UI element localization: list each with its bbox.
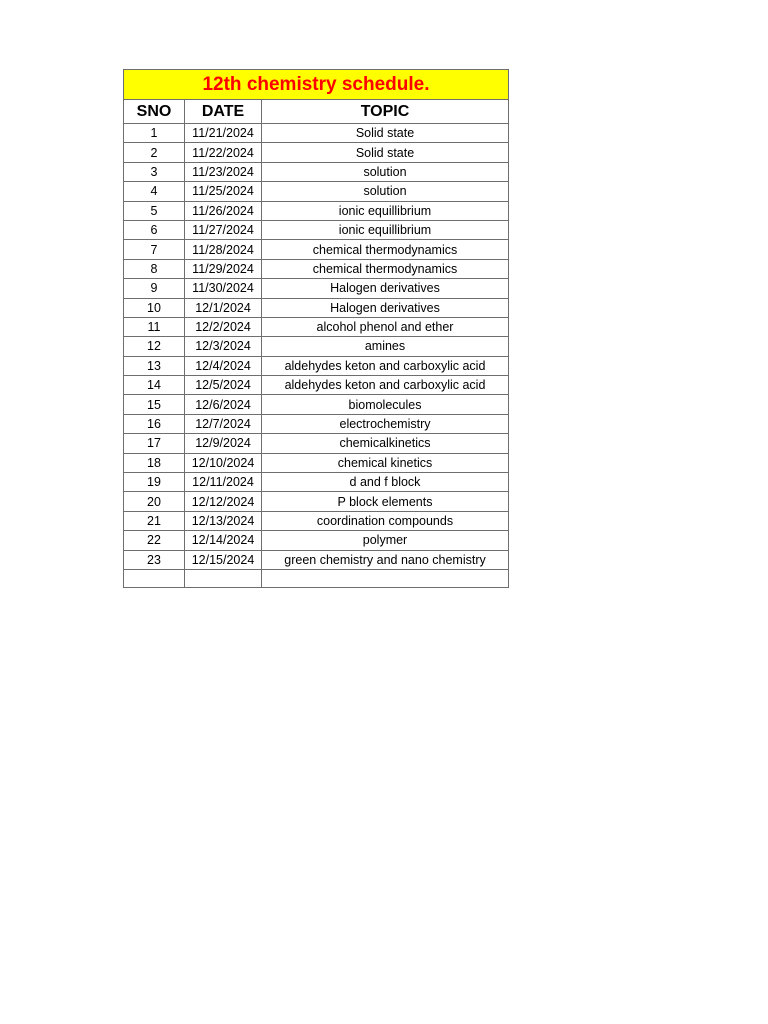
schedule-sheet (123, 69, 508, 588)
cell-date: 12/6/2024 (185, 395, 262, 414)
cell-topic: Solid state (262, 124, 509, 143)
table-row (124, 511, 509, 530)
table-row (124, 124, 509, 143)
table-row (124, 259, 509, 278)
cell-topic (262, 569, 509, 587)
cell-topic: Halogen derivatives (262, 279, 509, 298)
table-row (124, 182, 509, 201)
cell-topic: ionic equillibrium (262, 220, 509, 239)
cell-date: 12/2/2024 (185, 317, 262, 336)
cell-sno: 5 (124, 201, 185, 220)
empty-table-row (124, 569, 509, 587)
cell-date: 12/11/2024 (185, 473, 262, 492)
table-row (124, 220, 509, 239)
cell-sno: 14 (124, 376, 185, 395)
cell-sno: 15 (124, 395, 185, 414)
cell-sno: 2 (124, 143, 185, 162)
cell-date: 11/29/2024 (185, 259, 262, 278)
cell-date: 12/13/2024 (185, 511, 262, 530)
cell-sno: 22 (124, 531, 185, 550)
cell-sno: 21 (124, 511, 185, 530)
column-header-sno: SNO (124, 100, 185, 124)
cell-date: 11/28/2024 (185, 240, 262, 259)
table-row (124, 531, 509, 550)
cell-sno: 12 (124, 337, 185, 356)
cell-topic: solution (262, 182, 509, 201)
cell-date: 12/15/2024 (185, 550, 262, 569)
cell-sno (124, 569, 185, 587)
cell-date: 12/5/2024 (185, 376, 262, 395)
cell-sno: 10 (124, 298, 185, 317)
table-row (124, 473, 509, 492)
table-row (124, 492, 509, 511)
cell-date: 11/25/2024 (185, 182, 262, 201)
cell-topic: chemical thermodynamics (262, 259, 509, 278)
cell-topic: coordination compounds (262, 511, 509, 530)
cell-topic: alcohol phenol and ether (262, 317, 509, 336)
cell-topic: Solid state (262, 143, 509, 162)
cell-date: 12/7/2024 (185, 414, 262, 433)
cell-sno: 20 (124, 492, 185, 511)
cell-date: 12/12/2024 (185, 492, 262, 511)
table-row (124, 240, 509, 259)
cell-sno: 6 (124, 220, 185, 239)
table-row (124, 201, 509, 220)
cell-sno: 3 (124, 162, 185, 181)
cell-topic: d and f block (262, 473, 509, 492)
schedule-table (123, 69, 509, 588)
cell-date: 12/9/2024 (185, 434, 262, 453)
table-row (124, 298, 509, 317)
schedule-body (124, 124, 509, 588)
cell-topic: polymer (262, 531, 509, 550)
cell-topic: chemical thermodynamics (262, 240, 509, 259)
cell-date: 11/21/2024 (185, 124, 262, 143)
cell-topic: aldehydes keton and carboxylic acid (262, 356, 509, 375)
table-row (124, 376, 509, 395)
cell-topic: P block elements (262, 492, 509, 511)
cell-topic: aldehydes keton and carboxylic acid (262, 376, 509, 395)
cell-date (185, 569, 262, 587)
table-row (124, 162, 509, 181)
cell-topic: Halogen derivatives (262, 298, 509, 317)
cell-topic: chemicalkinetics (262, 434, 509, 453)
cell-date: 11/26/2024 (185, 201, 262, 220)
header-row (124, 100, 509, 124)
cell-topic: ionic equillibrium (262, 201, 509, 220)
cell-sno: 17 (124, 434, 185, 453)
cell-sno: 8 (124, 259, 185, 278)
cell-sno: 13 (124, 356, 185, 375)
table-row (124, 143, 509, 162)
schedule-title: 12th chemistry schedule. (124, 70, 509, 100)
cell-topic: green chemistry and nano chemistry (262, 550, 509, 569)
table-row (124, 317, 509, 336)
cell-sno: 23 (124, 550, 185, 569)
cell-date: 11/27/2024 (185, 220, 262, 239)
cell-topic: electrochemistry (262, 414, 509, 433)
cell-topic: biomolecules (262, 395, 509, 414)
cell-sno: 11 (124, 317, 185, 336)
table-row (124, 356, 509, 375)
table-row (124, 337, 509, 356)
cell-date: 12/14/2024 (185, 531, 262, 550)
cell-date: 12/10/2024 (185, 453, 262, 472)
column-header-date: DATE (185, 100, 262, 124)
cell-date: 12/4/2024 (185, 356, 262, 375)
cell-sno: 4 (124, 182, 185, 201)
cell-date: 11/22/2024 (185, 143, 262, 162)
column-header-topic: TOPIC (262, 100, 509, 124)
cell-sno: 9 (124, 279, 185, 298)
cell-sno: 7 (124, 240, 185, 259)
table-row (124, 453, 509, 472)
cell-date: 11/23/2024 (185, 162, 262, 181)
cell-topic: chemical kinetics (262, 453, 509, 472)
table-row (124, 395, 509, 414)
table-row (124, 434, 509, 453)
cell-sno: 16 (124, 414, 185, 433)
cell-sno: 18 (124, 453, 185, 472)
cell-sno: 19 (124, 473, 185, 492)
table-row (124, 550, 509, 569)
title-row (124, 70, 509, 100)
table-row (124, 414, 509, 433)
cell-topic: solution (262, 162, 509, 181)
cell-date: 12/1/2024 (185, 298, 262, 317)
table-row (124, 279, 509, 298)
cell-sno: 1 (124, 124, 185, 143)
cell-topic: amines (262, 337, 509, 356)
cell-date: 12/3/2024 (185, 337, 262, 356)
cell-date: 11/30/2024 (185, 279, 262, 298)
